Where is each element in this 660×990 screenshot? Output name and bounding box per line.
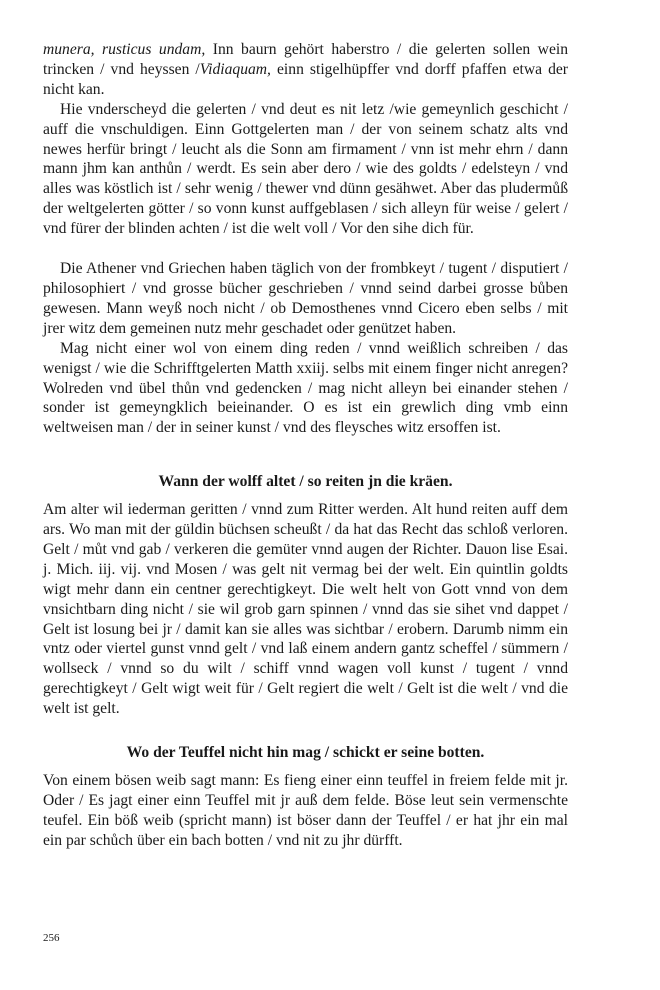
latin-phrase-2: Vidiaquam, bbox=[199, 60, 271, 78]
section-body-teuffel: Von einem bösen weib sagt mann: Es fieng einer einn teuffel in freiem felde mit jr. Oder / Es jagt einer einn Teuffel mit jr auß dem felde. Böse leut sein vermenschte teufel. Ein böß weib (spricht mann) ist böser dann der Teuffel / er hat jhr ein mal ein par schůch über ein bach botten / vnd nit zu jhr dürfft. bbox=[43, 772, 568, 849]
intro-paragraph-1-text-a: Inn baurn gehört haberstro / die gelerten sollen wein trincken / vnd heyssen / bbox=[43, 41, 568, 78]
page-text-block bbox=[43, 40, 568, 851]
intro-paragraph-1 bbox=[43, 40, 568, 100]
intro-paragraph-1-text-b: einn stigelhüpffer vnd dorff pfaffen etwa der nicht kan. bbox=[43, 60, 568, 98]
latin-phrase-1: munera, rusticus undam, bbox=[43, 41, 206, 58]
page-number: 256 bbox=[43, 932, 60, 944]
section-heading-teuffel: Wo der Teuffel nicht hin mag / schickt er seine botten. bbox=[126, 744, 485, 762]
paragraph-gap bbox=[43, 239, 568, 259]
intro-paragraph-3: Die Athener vnd Griechen haben täglich von der frombkeyt / tugent / disputiert / philosophiert / vnd grosse bücher geschrieben / vnnd seind darbei grosse bůben gewesen. Mann weyß noch nicht / ob Demosthenes vnnd Cicero eben selbs / mit jrer witz dem gemeinen nutz mehr geschadet oder genützet haben. bbox=[43, 260, 568, 337]
section-body-wolf: Am alter wil iederman geritten / vnnd zum Ritter werden. Alt hund reiten auff dem ars. Wo man mit der güldin büchsen scheußt / da hat das Recht das schloß verloren. Gelt / můt vnd gab / verkeren die gemüter vnnd augen der Richter. Dauon lise Esai. j. Mich. iij. vij. vnd Mosen / was gelt nit vermag bei der welt. Ein quintlin goldts wigt mehr dann ein centner gerechtigkeyt. Die welt helt von Gott vnnd von dem vnsichtbarn ding nicht / sie wil grob garn spinnen / vnnd das sie sihet vnd dappet / Gelt ist losung bei jr / damit kan sie alles was sichtbar / erobern. Darumb nimm ein vntz oder viertel gunst vnnd gelt / vnd laß einem andern gantz scheffel / sümmern / wollseck / vnnd so du wilt / schiff vnnd wagen voll kunst / tugent / vnnd gerechtigkeyt / Gelt wigt weit für / Gelt regiert die welt / Gelt ist die welt / vnd die welt ist gelt. bbox=[43, 501, 568, 718]
intro-paragraph-4: Mag nicht einer wol von einem ding reden / vnnd weißlich schreiben / das wenigst / wie die Schrifftgelerten Matth xxiij. selbs mit einem finger nicht anregen? Wolreden vnd übel thůn vnd gedencken / mag nicht alleyn bei einander stehen / sonder ist gemeyngklich beieinander. O es ist ein grewlich ding vmb einn weltweisen man / der in seiner kunst / vnd des fleysches witz ersoffen ist. bbox=[43, 339, 568, 437]
intro-paragraph-2: Hie vnderscheyd die gelerten / vnd deut es nit letz /wie gemeynlich geschicht / auff die vnschuldigen. Einn Gottgelerten man / der von seinem schatz alts vnd newes herfür bringt / leucht als die Sonn am firmament / vnn ist mehr ehrn / dann mann jhm kan anthůn / werdt. Es sein aber dero / wie des goldts / edelsteyn / vnd alles was köstlich ist / sehr wenig / thewer vnd dünn gesähwet. Aber das pludermůß der weltgelerten götter / so vonn kunst auffgeblasen / sich alleyn für weise / gelert / vnd fürer der blinden achten / ist die welt voll / Vor den sihe dich für. bbox=[43, 100, 568, 238]
section-heading-wolf: Wann der wolff altet / so reiten jn die kräen. bbox=[158, 473, 453, 491]
